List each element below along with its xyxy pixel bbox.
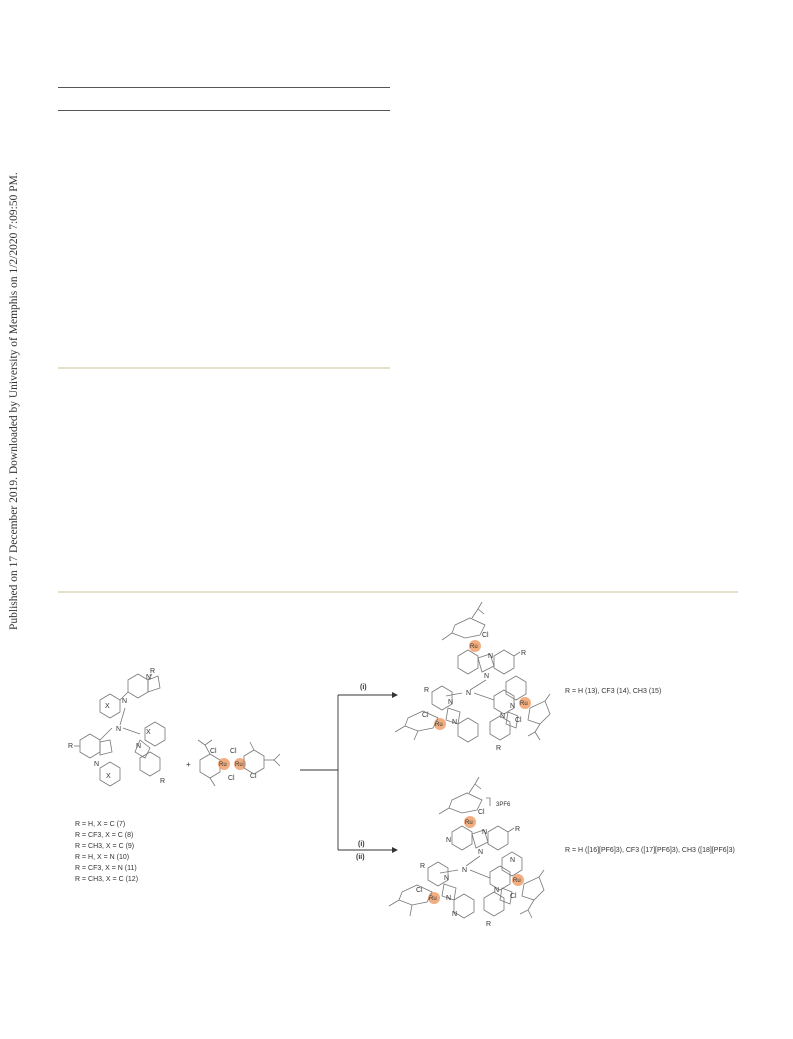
- atom-ru: Ru: [513, 878, 521, 884]
- publication-sidebar: [4, 172, 24, 630]
- atom-cl: Cl: [422, 712, 429, 719]
- atom-n: N: [136, 743, 142, 750]
- atom-ru: Ru: [470, 644, 478, 650]
- atom-r: R: [515, 826, 521, 833]
- atom-ru: Ru: [219, 762, 227, 768]
- atom-n: N: [452, 911, 458, 918]
- atom-n: N: [444, 875, 450, 882]
- atom-cl: Cl: [230, 748, 237, 755]
- arrow-bottom-condition-1: (i): [358, 841, 365, 848]
- atom-n: N: [500, 713, 506, 720]
- atom-cl: Cl: [416, 887, 423, 894]
- ligand-label-11: R = CF3, X = N (11): [75, 865, 137, 872]
- atom-r: R: [150, 668, 156, 675]
- ligand-label-list: [75, 821, 138, 883]
- atom-n: N: [448, 699, 454, 706]
- atom-n: N: [484, 673, 490, 680]
- atom-cl: Cl: [210, 748, 217, 755]
- atom-n: N: [94, 761, 100, 768]
- atom-n: N: [510, 703, 516, 710]
- atom-n: N: [462, 867, 468, 874]
- atom-x: X: [146, 729, 151, 736]
- atom-r: R: [160, 778, 166, 785]
- atom-r: R: [420, 863, 426, 870]
- bottom-product-label: R = H ([16][PF6]3), CF3 ([17][PF6]3), CH3 ([18][PF6]3): [565, 847, 735, 854]
- top-rule-1: [58, 87, 390, 88]
- atom-n: N: [478, 849, 484, 856]
- ligand-label-9: R = CH3, X = C (9): [75, 843, 135, 850]
- counterion: 3PF6: [496, 802, 511, 808]
- atom-r: R: [68, 743, 74, 750]
- reaction-scheme: [0, 600, 793, 960]
- top-rule-2: [58, 110, 390, 111]
- atom-x: X: [105, 703, 110, 710]
- ligand-label-7: R = H, X = C (7): [75, 821, 126, 828]
- bottom-product-structure: [389, 777, 544, 928]
- atom-n: N: [122, 698, 128, 705]
- atom-n: N: [116, 726, 122, 733]
- atom-n: N: [446, 837, 452, 844]
- atom-n: N: [446, 895, 452, 902]
- atom-r: R: [521, 650, 527, 657]
- atom-n: N: [452, 719, 458, 726]
- atom-ru: Ru: [429, 896, 437, 902]
- atom-r: R: [496, 745, 502, 752]
- atom-cl: Cl: [515, 717, 522, 724]
- atom-n: N: [466, 690, 472, 697]
- atom-cl: Cl: [478, 809, 485, 816]
- published-download-note: Published on 17 December 2019. Downloaded by University of Memphis on 1/2/2020 7:09:50 PM.: [8, 172, 20, 630]
- reaction-arrows: [300, 684, 398, 861]
- atom-ru: Ru: [235, 762, 243, 768]
- atom-n: N: [494, 887, 500, 894]
- wide-rule: [58, 591, 738, 593]
- atom-ru: Ru: [520, 701, 528, 707]
- arrow-bottom-condition-2: (ii): [356, 854, 365, 861]
- mid-rule: [58, 367, 390, 369]
- atom-n: N: [488, 653, 494, 660]
- atom-n: N: [510, 857, 516, 864]
- atom-r: R: [424, 687, 430, 694]
- atom-x: X: [106, 773, 111, 780]
- ligand-label-10: R = H, X = N (10): [75, 854, 130, 861]
- atom-ru: Ru: [435, 722, 443, 728]
- atom-r: R: [486, 921, 492, 928]
- top-product-label: R = H (13), CF3 (14), CH3 (15): [565, 688, 662, 695]
- atom-cl: Cl: [250, 773, 257, 780]
- atom-ru: Ru: [465, 820, 473, 826]
- arrow-top-condition: (i): [360, 684, 367, 691]
- atom-cl: Cl: [228, 775, 235, 782]
- ligand-label-8: R = CF3, X = C (8): [75, 832, 134, 839]
- top-product-structure: [395, 602, 550, 752]
- atom-n: N: [146, 674, 152, 681]
- atom-n: N: [482, 829, 488, 836]
- plus-sign: +: [186, 760, 191, 769]
- atom-cl: Cl: [482, 632, 489, 639]
- ruthenium-dimer: [198, 740, 280, 786]
- atom-cl: Cl: [510, 893, 517, 900]
- ligand-structure: [68, 668, 165, 786]
- ligand-label-12: R = CH3, X = C (12): [75, 876, 139, 883]
